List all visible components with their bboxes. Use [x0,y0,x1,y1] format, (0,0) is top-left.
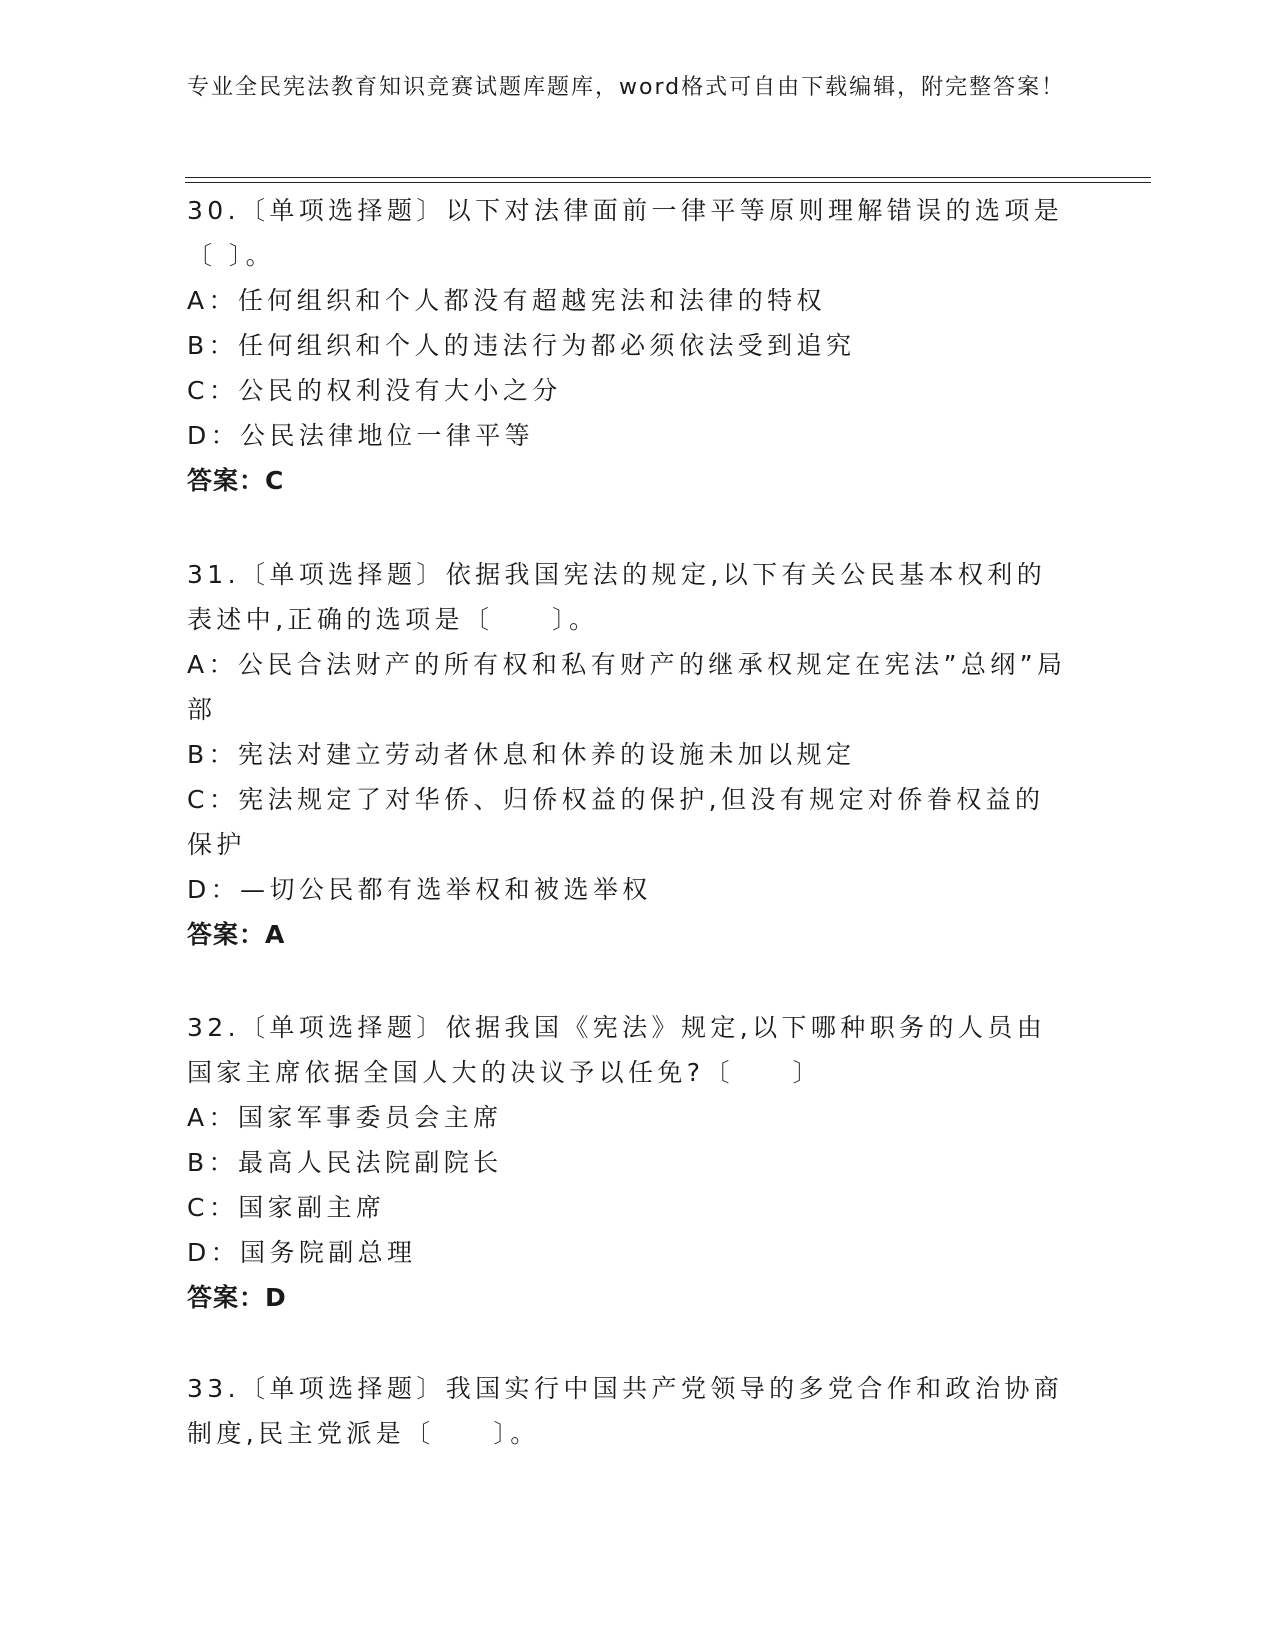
question-31 [187,552,1067,957]
answer: 答案：A [187,920,286,949]
option-a: A：国家军事委员会主席 [187,1103,503,1132]
option-b: B：任何组织和个人的违法行为都必须依法受到追究 [187,331,856,360]
option-c: C：国家副主席 [187,1193,386,1222]
question-stem: 30.〔单项选择题〕以下对法律面前一律平等原则理解错误的选项是〔 〕。 [187,196,1064,270]
question-stem: 31.〔单项选择题〕依据我国宪法的规定,以下有关公民基本权利的表述中,正确的选项是〔 〕。 [187,560,1047,634]
option-b: B：宪法对建立劳动者休息和休养的设施未加以规定 [187,740,856,769]
question-stem: 32.〔单项选择题〕依据我国《宪法》规定,以下哪种职务的人员由国家主席依据全国人大的决议予以任免?〔 〕 [187,1013,1047,1087]
page-header [187,72,1067,103]
option-d: D：国务院副总理 [187,1238,417,1267]
option-a: A：任何组织和个人都没有超越宪法和法律的特权 [187,286,826,315]
option-d: D：公民法律地位一律平等 [187,421,535,450]
option-b: B：最高人民法院副院长 [187,1148,503,1177]
question-stem: 33.〔单项选择题〕我国实行中国共产党领导的多党合作和政治协商制度,民主党派是〔 〕。 [187,1374,1064,1448]
answer: 答案：C [187,466,285,495]
question-32 [187,1005,1067,1320]
option-d: D：—切公民都有选举权和被选举权 [187,875,652,904]
option-c: C：宪法规定了对华侨、归侨权益的保护,但没有规定对侨眷权益的保护 [187,785,1045,859]
answer: 答案：D [187,1283,287,1312]
option-a: A：公民合法财产的所有权和私有财产的继承权规定在宪法”总纲”局部 [187,650,1067,724]
header-rule-double [185,182,1151,183]
header-rule [185,177,1151,178]
question-30 [187,188,1067,503]
option-c: C：公民的权利没有大小之分 [187,376,562,405]
header-text: 专业全民宪法教育知识竞赛试题库题库，word格式可自由下载编辑，附完整答案！ [187,75,1066,100]
question-33 [187,1366,1067,1456]
